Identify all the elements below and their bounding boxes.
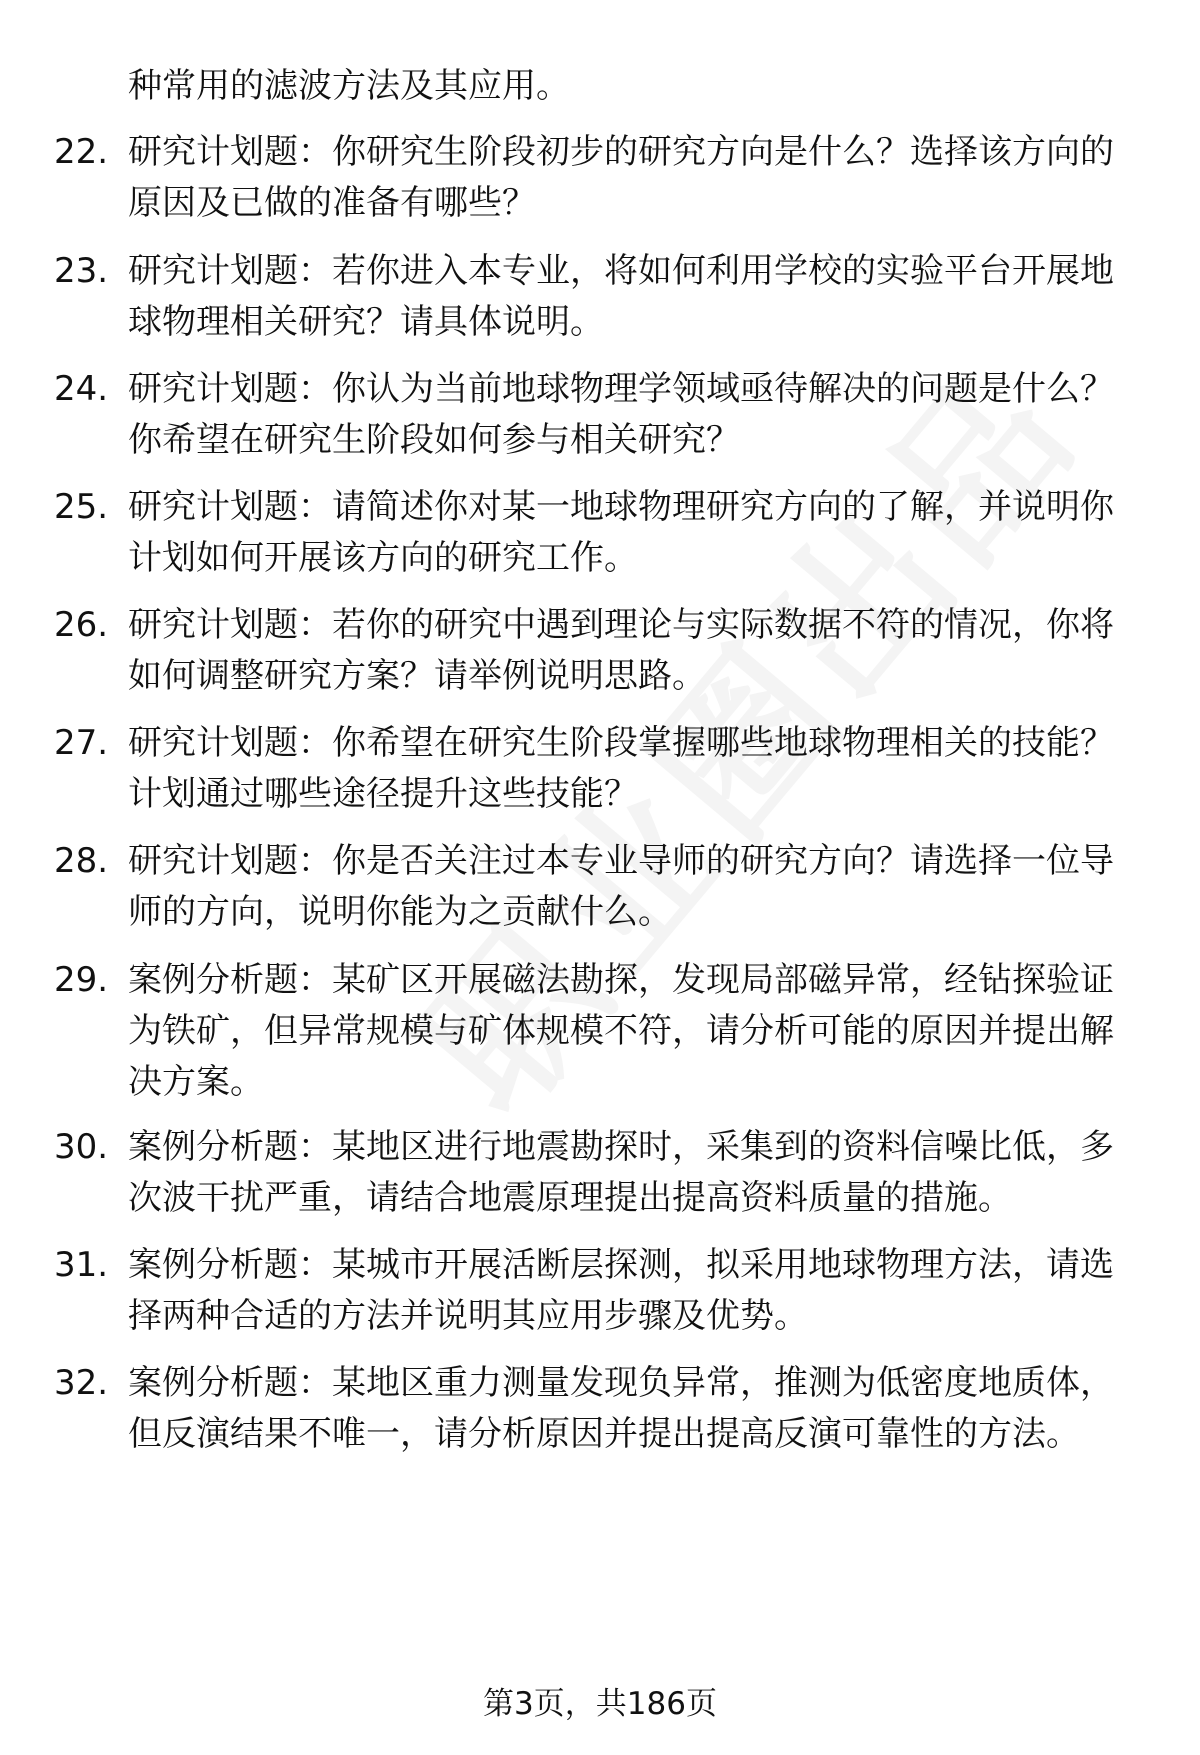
question-number: 23. (54, 251, 109, 291)
question-number: 22. (54, 132, 109, 172)
question-text: 研究计划题：你研究生阶段初步的研究方向是什么？选择该方向的原因及已做的准备有哪些？ (128, 132, 1114, 223)
question-number: 29. (54, 960, 109, 1000)
question-number: 27. (54, 723, 109, 763)
question-number: 32. (54, 1363, 109, 1403)
question-number: 26. (54, 605, 109, 645)
question-number: 31. (54, 1245, 109, 1285)
continued-question-text: 种常用的滤波方法及其应用。 (128, 66, 570, 106)
question-text: 案例分析题：某矿区开展磁法勘探，发现局部磁异常，经钻探验证为铁矿，但异常规模与矿体规模不符，请分析可能的原因并提出解决方案。 (128, 960, 1114, 1102)
question-number: 25. (54, 487, 109, 527)
question-number: 30. (54, 1127, 109, 1167)
question-text: 研究计划题：你认为当前地球物理学领域亟待解决的问题是什么？你希望在研究生阶段如何参与相关研究？ (128, 369, 1114, 460)
page-footer: 第3页，共186页 (483, 1686, 717, 1722)
question-text: 研究计划题：你希望在研究生阶段掌握哪些地球物理相关的技能？计划通过哪些途径提升这些技能？ (128, 723, 1114, 814)
question-number: 24. (54, 369, 109, 409)
question-text: 案例分析题：某城市开展活断层探测，拟采用地球物理方法，请选择两种合适的方法并说明其应用步骤及优势。 (128, 1245, 1114, 1336)
question-text: 案例分析题：某地区进行地震勘探时，采集到的资料信噪比低，多次波干扰严重，请结合地震原理提出提高资料质量的措施。 (128, 1127, 1114, 1218)
question-text: 研究计划题：若你的研究中遇到理论与实际数据不符的情况，你将如何调整研究方案？请举例说明思路。 (128, 605, 1114, 696)
question-text: 研究计划题：若你进入本专业，将如何利用学校的实验平台开展地球物理相关研究？请具体说明。 (128, 251, 1114, 342)
question-text: 研究计划题：你是否关注过本专业导师的研究方向？请选择一位导师的方向，说明你能为之贡献什么。 (128, 841, 1114, 932)
question-number: 28. (54, 841, 109, 881)
question-text: 研究计划题：请简述你对某一地球物理研究方向的了解，并说明你计划如何开展该方向的研究工作。 (128, 487, 1114, 578)
question-text: 案例分析题：某地区重力测量发现负异常，推测为低密度地质体，但反演结果不唯一，请分析原因并提出提高反演可靠性的方法。 (128, 1363, 1114, 1454)
